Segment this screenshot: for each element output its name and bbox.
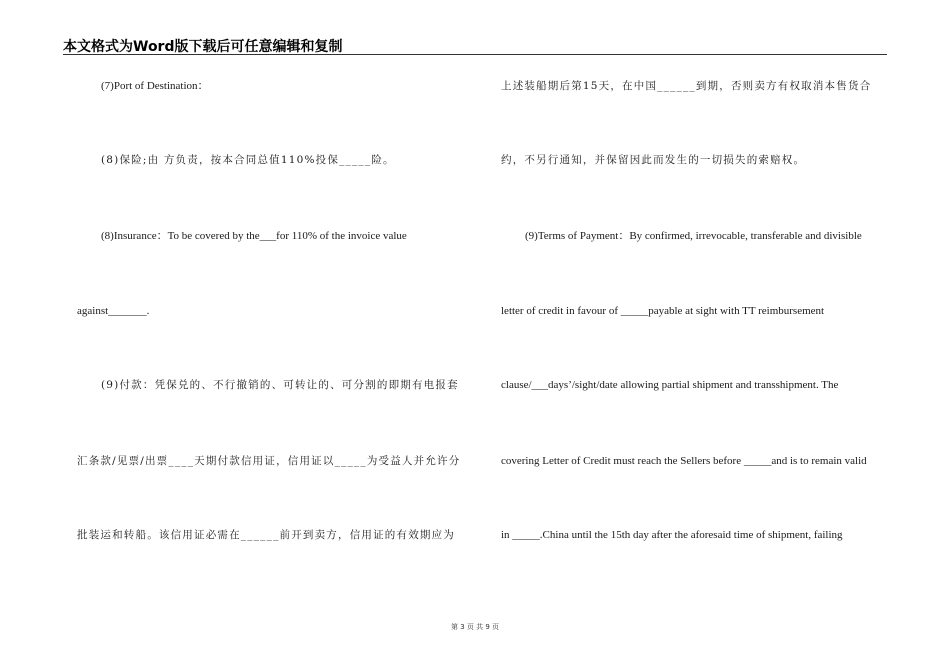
left-line-payment-zh-1: (9)付款：凭保兑的、不行撤销的、可转让的、可分割的即期有电报套 — [101, 379, 459, 391]
right-line-letter-of-credit: letter of credit in favour of _____payable at sight with TT reimbursement — [501, 305, 825, 317]
right-line-terms-of-payment: (9)Terms of Payment：By confirmed, irrevocable, transferable and divisible — [525, 230, 862, 242]
right-line-clause-days: clause/___days’/sight/date allowing partial shipment and transshipment. The — [501, 379, 839, 391]
left-line-insurance-zh: (8)保险;由 方负责，按本合同总值110%投保_____险。 — [101, 154, 395, 166]
left-line-payment-zh-3: 批装运和转船。该信用证必需在______前开到卖方，信用证的有效期应为 — [77, 529, 455, 541]
header-divider — [63, 54, 887, 55]
left-line-insurance-en: (8)Insurance：To be covered by the___for 110% of the invoice value — [101, 230, 407, 242]
left-line-port-of-destination: (7)Port of Destination： — [101, 80, 209, 92]
page-header-title: 本文格式为Word版下载后可任意编辑和复制 — [63, 39, 343, 55]
left-line-against: against_______. — [77, 305, 150, 317]
right-line-expiry-zh-2: 约，不另行通知，并保留因此而发生的一切损失的索赔权。 — [501, 154, 806, 166]
page-number-footer: 第 3 页 共 9 页 — [450, 623, 500, 631]
right-line-covering-lc: covering Letter of Credit must reach the Sellers before _____and is to remain valid — [501, 455, 867, 467]
right-line-valid-in-china: in _____.China until the 15th day after the aforesaid time of shipment, failing — [501, 529, 843, 541]
right-line-expiry-zh-1: 上述装船期后第15天，在中国______到期，否则卖方有权取消本售货合 — [501, 80, 872, 92]
left-line-payment-zh-2: 汇条款/见票/出票____天期付款信用证，信用证以_____为受益人并允许分 — [77, 455, 461, 467]
